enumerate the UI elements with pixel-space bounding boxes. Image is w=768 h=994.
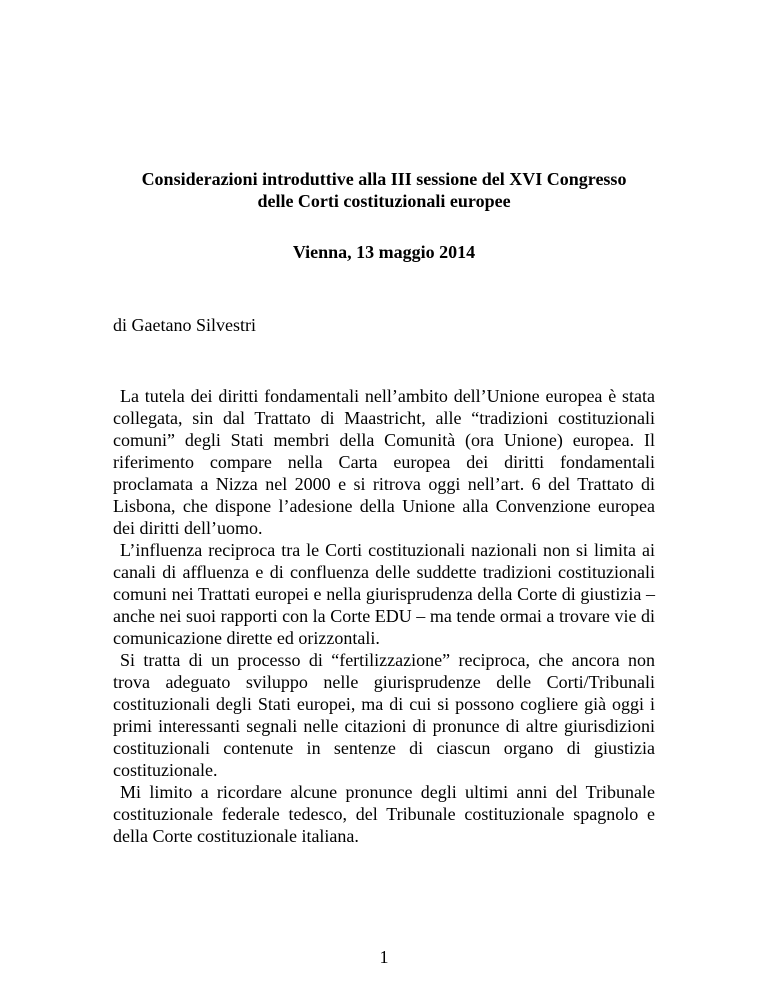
title-line-2: delle Corti costituzionali europee [257, 191, 511, 211]
document-date: Vienna, 13 maggio 2014 [292, 242, 476, 262]
page-number: 1 [379, 947, 389, 967]
document-body [113, 385, 655, 847]
paragraph-1: La tutela dei diritti fondamentali nell’ambito dell’Unione europea è stata collegata, sin dal Trattato di Maastricht, alle “tradizioni costituzionali comuni” degli Stati membri della Comunità (ora Unione) europea. Il riferimento compare nella Carta europea dei diritti fondamentali proclamata a Nizza nel 2000 e si ritrova oggi nell’art. 6 del Trattato di Lisbona, che dispone l’adesione della Unione alla Convenzione europea dei diritti dell’uomo. [113, 386, 655, 538]
title-line-1: Considerazioni introduttive alla III sessione del XVI Congresso [141, 169, 627, 189]
paragraph-4: Mi limito a ricordare alcune pronunce degli ultimi anni del Tribunale costituzionale federale tedesco, del Tribunale costituzionale spagnolo e della Corte costituzionale italiana. [113, 782, 655, 846]
document-title [0, 168, 768, 212]
paragraph-3: Si tratta di un processo di “fertilizzazione” reciproca, che ancora non trova adeguato sviluppo nelle giurisprudenze delle Corti/Tribunali costituzionali degli Stati europei, ma di cui si possono cogliere già oggi i primi interessanti segnali nelle citazioni di pronunce di altre giurisdizioni costituzionali contenute in sentenze di ciascun organo di giustizia costituzionale. [113, 650, 655, 780]
paragraph-2: L’influenza reciproca tra le Corti costituzionali nazionali non si limita ai canali di affluenza e di confluenza delle suddette tradizioni costituzionali comuni nei Trattati europei e nella giurisprudenza della Corte di giustizia – anche nei suoi rapporti con la Corte EDU – ma tende ormai a trovare vie di comunicazione dirette ed orizzontali. [113, 540, 655, 648]
document-author: di Gaetano Silvestri [113, 315, 256, 335]
